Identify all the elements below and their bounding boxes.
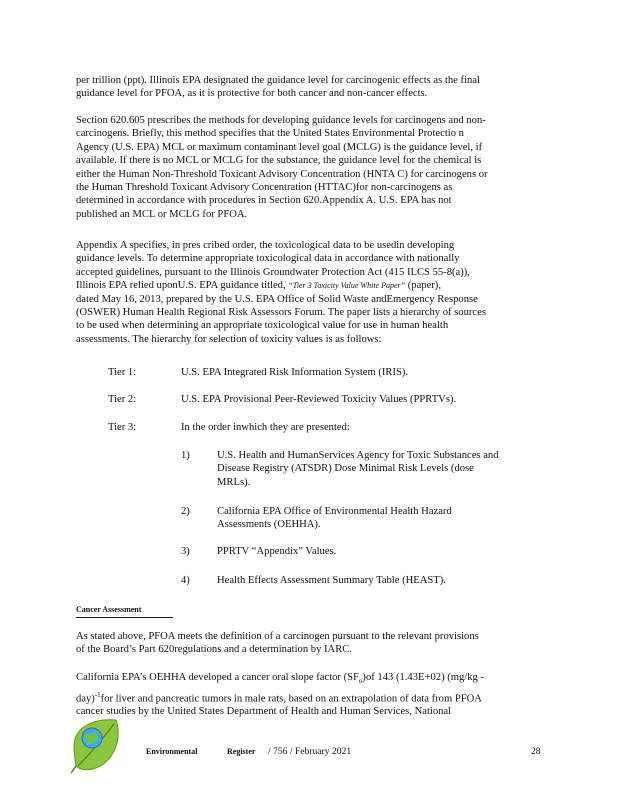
text-line: Agency (U.S. EPA) MCL or maximum contaminant level goal (MCLG) is the guidance level, if [76,141,483,153]
cancer-assessment-heading: Cancer Assessment [76,603,173,618]
text-line: either the Human Non-Threshold Toxicant Advisory Concentration (HNTA C) for carcinogens or [76,168,488,180]
text-line: Health Effects Assessment Summary Table (HEAST). [217,575,446,586]
item-number: 2) [181,506,190,517]
text-line: MRLs). [217,476,251,488]
text-line: the Human Threshold Toxicant Advisory Concentration (HTTAC)for non-carcinogens as [76,182,453,194]
text-line: available. If there is no MCL or MCLG for the substance, the guidance level for the chemical is [76,155,482,167]
text-run: for liver and pancreatic tumors in male rats, based on an extrapolation of data from PFOA [100,693,482,705]
text-line: California EPA Office of Environmental Health Hazard [217,506,452,517]
tier-label: Tier 1: [108,367,137,378]
text-run: California EPA’s OEHHA developed a cancer oral slope factor (SF [76,672,359,683]
item-text [217,574,539,587]
text-line: (OSWER) Human Health Regional Risk Assessors Forum. The paper lists a hierarchy of sources [76,307,486,319]
paragraph-oehha-slope-factor [76,671,542,719]
tier-text: In the order inwhich they are presented: [181,422,350,433]
text-line: per trillion (ppt). Illinois EPA designated the guidance level for carcinogenic effects as the final [76,75,480,86]
footer-page-number: 28 [531,746,541,757]
text-line: guidance levels. To determine appropriate toxicological data in accordance with nationally [76,253,460,265]
tier-label: Tier 3: [108,422,137,433]
paragraph-pfoa-guidance [76,74,542,101]
text-line: As stated above, PFOA meets the definition of a carcinogen pursuant to the relevant provisions [76,631,479,642]
paragraph-pfoa-carcinogen [76,630,542,657]
text-run: )of 143 (1.43E+02) (mg/kg - [362,672,485,683]
text-run: Illinois EPA relied uponU.S. EPA guidance titled, [76,280,289,292]
item-text [217,545,539,558]
text-line: cancer studies by the United States Department of Health and Human Services, National [76,706,452,718]
tier-2-row [108,393,548,407]
register-leaf-logo-icon [70,716,126,774]
text-line [76,671,542,689]
tier-3-row [108,421,548,435]
footer-register-label: Register [227,747,256,756]
item-text [217,505,539,532]
text-line: of the Board’s Part 620regulations and a determination by IARC. [76,644,352,656]
text-run: (paper), [405,280,441,292]
text-line: Assessments (OEHHA). [217,519,321,531]
text-line: determined in accordance with procedures in Section 620.Appendix A. U.S. EPA has not [76,195,452,207]
paragraph-appendix-a [76,239,542,346]
item-number: 1) [181,450,190,461]
tier-1-row [108,366,548,380]
item-number: 3) [181,546,190,557]
text-line: accepted guidelines, pursuant to the Illinois Groundwater Protection Act (415 ILCS 55-8(a)), [76,266,470,278]
item-number: 4) [181,575,190,586]
text-line: Section 620.605 prescribes the methods for developing guidance levels for carcinogens and non- [76,115,486,126]
item-text [217,449,539,489]
text-run: day) [76,693,95,705]
tier-text: U.S. EPA Provisional Peer-Reviewed Toxicity Values (PPRTVs). [181,394,457,405]
text-line: dated May 16, 2013, prepared by the U.S. EPA Office of Solid Waste andEmergency Response [76,293,478,305]
text-line: carcinogens. Briefly, this method specifies that the United States Environmental Protectio n [76,128,464,140]
superscript: -1 [94,690,101,699]
text-line: to be used when determining an appropriate toxicological value for use in human health [76,320,449,332]
footer-publication-name: Environmental [146,747,198,756]
paper-title: “Tier 3 Toxicity Value White Paper” [288,281,406,291]
paragraph-section-620-605 [76,114,542,221]
text-line [76,279,542,292]
text-line: guidance level for PFOA, as it is protective for both cancer and non-cancer effects. [76,88,428,100]
text-line: U.S. Health and HumanServices Agency for Toxic Substances and [217,450,499,461]
tier-text: U.S. EPA Integrated Risk Information System (IRIS). [181,367,409,378]
subscript: o [358,677,363,686]
footer-issue: / 756 / February 2021 [268,746,352,757]
text-line [76,689,542,706]
text-line: published an MCL or MCLG for PFOA. [76,208,248,220]
text-line: assessments. The hierarchy for selection of toxicity values is as follows: [76,333,382,345]
text-line: PPRTV “Appendix” Values. [217,546,337,557]
tier-label: Tier 2: [108,394,137,405]
text-line: Appendix A specifies, in pres cribed order, the toxicological data to be usedin developing [76,240,455,251]
text-line: Disease Registry (ATSDR) Dose Minimal Risk Levels (dose [217,463,474,475]
